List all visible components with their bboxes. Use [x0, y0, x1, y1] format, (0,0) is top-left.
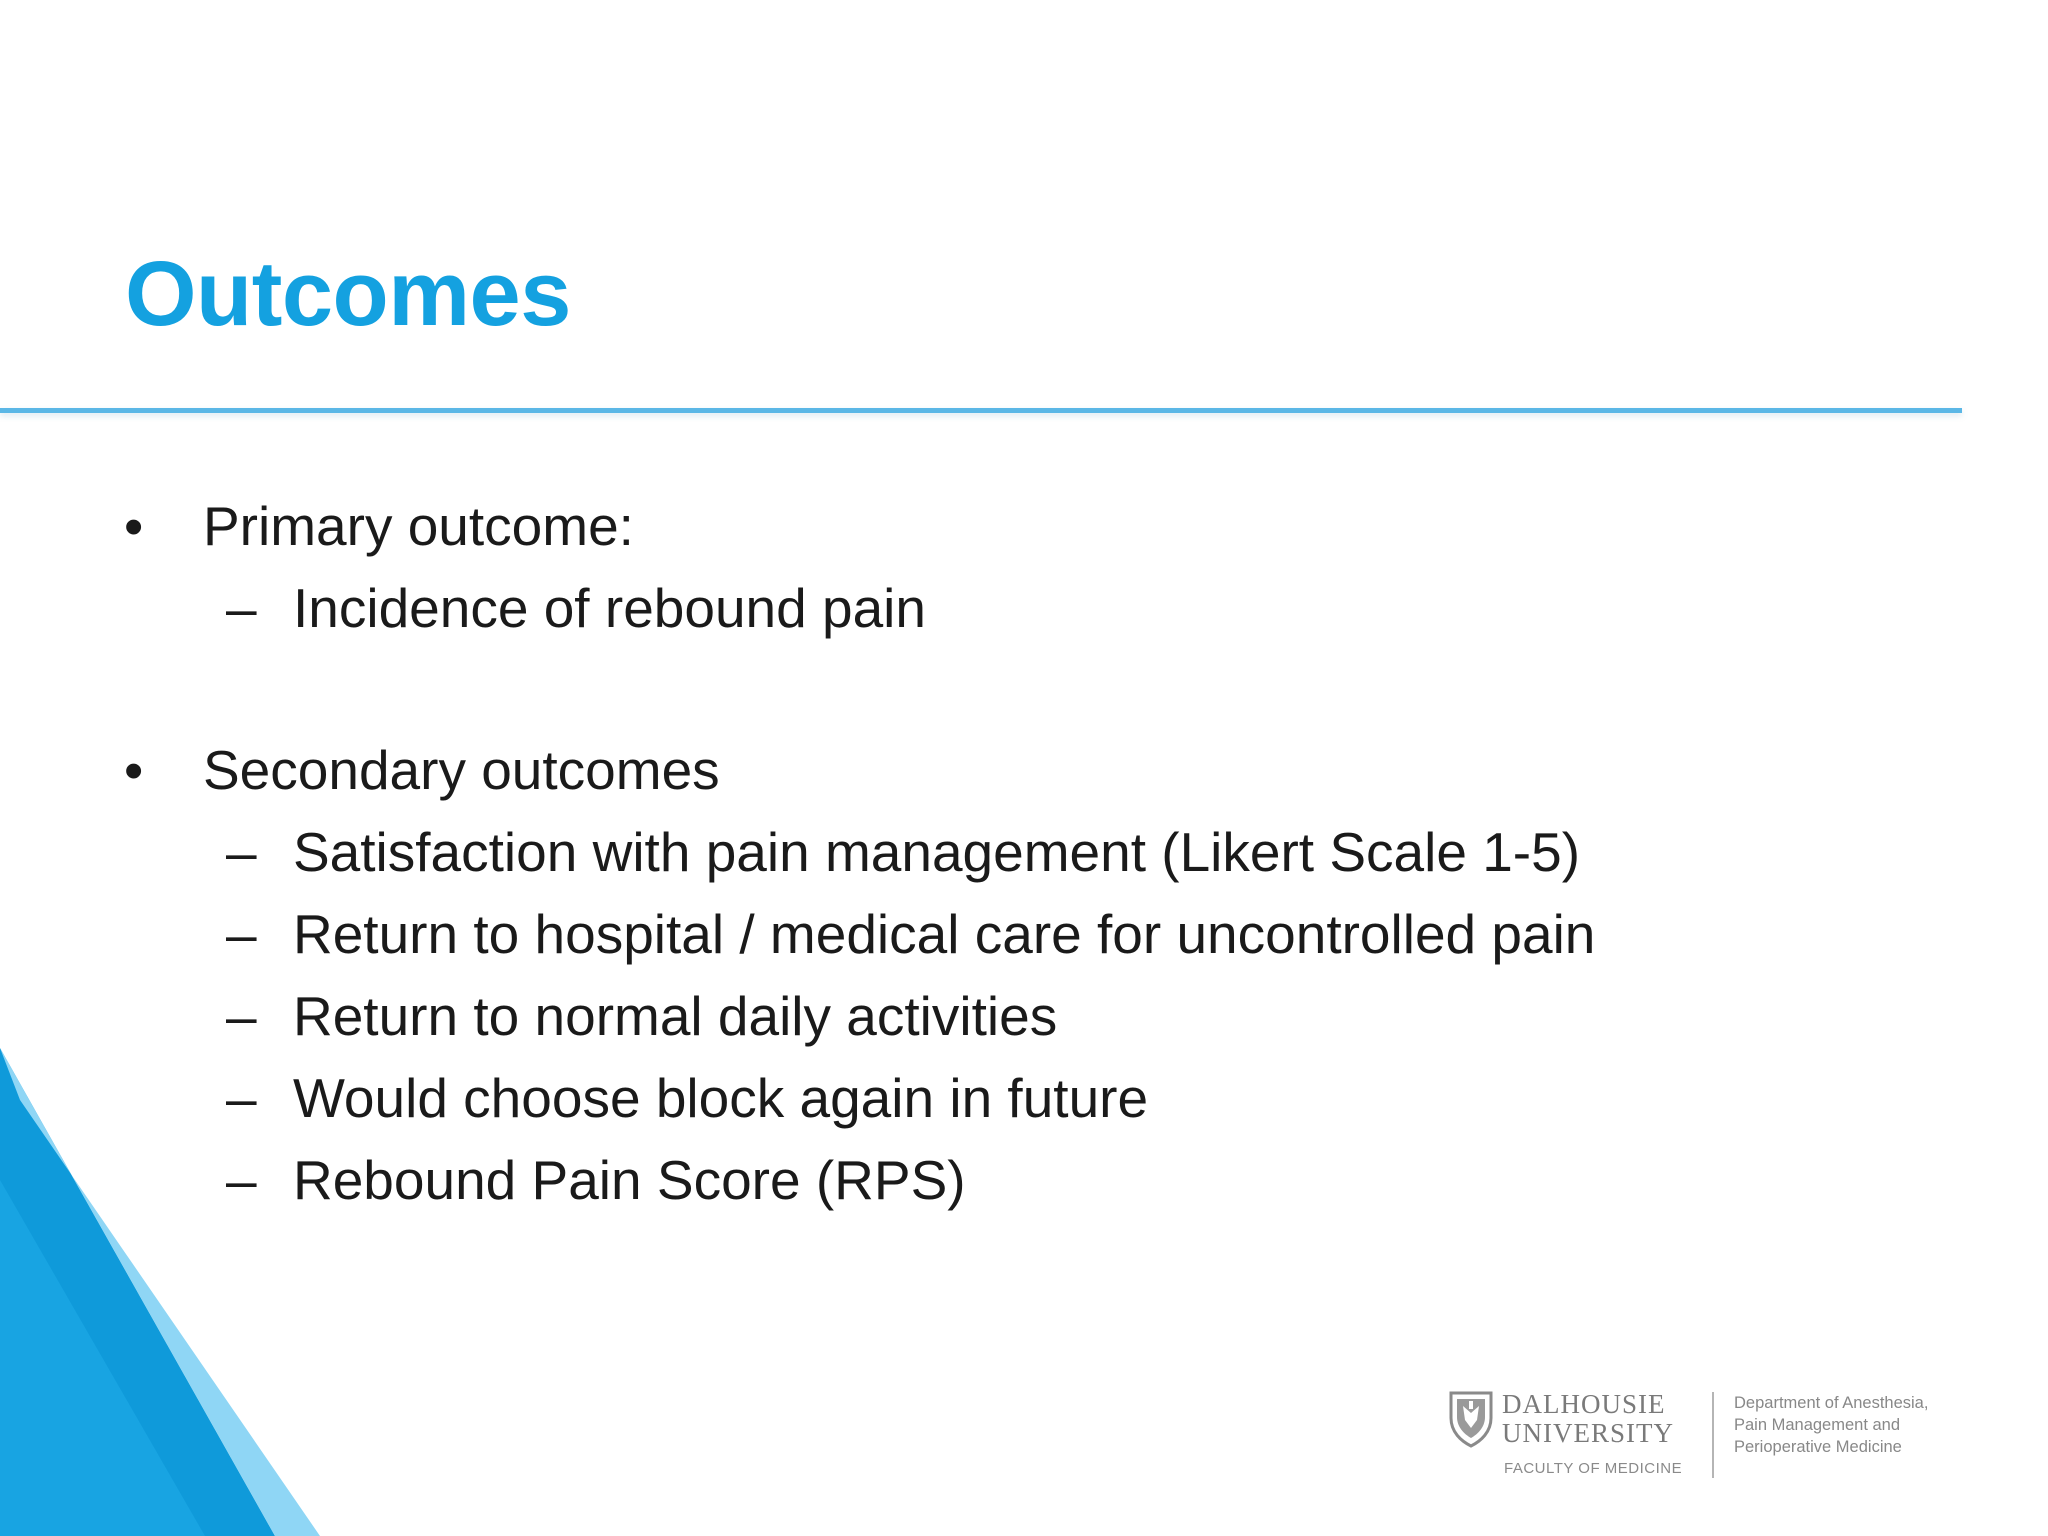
sub-bullet-marker: –: [226, 903, 257, 965]
faculty-name: FACULTY OF MEDICINE: [1504, 1460, 1683, 1477]
department-line3: Perioperative Medicine: [1734, 1438, 1902, 1456]
sub-bullet-text: Return to normal daily activities: [293, 985, 1058, 1047]
department-line2: Pain Management and: [1734, 1416, 1901, 1434]
dalhousie-logo: [1448, 1388, 1968, 1488]
sub-bullet-marker: –: [226, 577, 257, 639]
sub-bullet-text: Satisfaction with pain management (Likert Scale 1-5): [293, 821, 1581, 883]
university-name: [1502, 1390, 1674, 1448]
bullet-label: Primary outcome:: [203, 495, 634, 557]
sub-bullet-marker: –: [226, 985, 257, 1047]
slide-title: Outcomes: [125, 243, 571, 345]
sub-bullet-text: Incidence of rebound pain: [293, 577, 926, 639]
department-line1: Department of Anesthesia,: [1734, 1394, 1929, 1412]
department-name: [1734, 1392, 1928, 1458]
sub-bullet-text: Return to hospital / medical care for uncontrolled pain: [293, 903, 1596, 965]
shield-crest-icon: [1448, 1390, 1494, 1448]
bullet-label: Secondary outcomes: [203, 739, 720, 801]
sub-bullet-text: Rebound Pain Score (RPS): [293, 1149, 966, 1211]
sub-bullet-marker: –: [226, 821, 257, 883]
sub-bullet-text: Would choose block again in future: [293, 1067, 1149, 1129]
bullet-marker: •: [124, 739, 144, 801]
logo-divider: [1712, 1392, 1714, 1478]
university-name-line1: DALHOUSIE: [1502, 1389, 1666, 1419]
bullet-marker: •: [124, 495, 144, 557]
sub-bullet-marker: –: [226, 1067, 257, 1129]
university-name-line2: UNIVERSITY: [1502, 1418, 1674, 1448]
sub-bullet-marker: –: [226, 1149, 257, 1211]
